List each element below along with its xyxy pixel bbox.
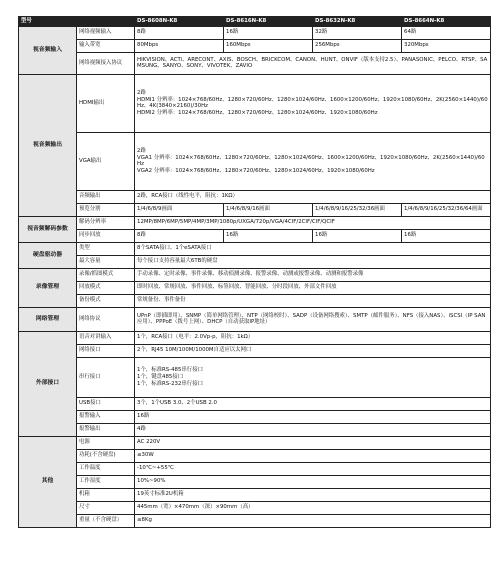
label-preview-split: 预览分割 <box>77 203 135 216</box>
vga-line: VGA2 分辨率：1024×768/60Hz、1280×720/60Hz、1280×1024/60Hz、1920×1080/60Hz <box>137 168 375 174</box>
value-bandwidth: 256Mbps <box>313 39 402 52</box>
value-net-video-in: 16路 <box>224 26 313 39</box>
value-vga-out <box>135 132 491 190</box>
label-access-protocol: 网络视频接入协议 <box>77 52 135 74</box>
header-model-8616: DS-8616N-K8 <box>224 17 313 27</box>
value-work-humidity: 10%~90% <box>135 475 491 488</box>
value-sync-playback: 16路 <box>224 229 313 242</box>
category-hdd: 硬盘驱动器 <box>19 242 77 268</box>
label-playback-mode: 回放模式 <box>77 281 135 294</box>
label-sync-playback: 同步回放 <box>77 229 135 242</box>
serial-line: 1个，键盘485接口 <box>137 373 184 380</box>
value-bandwidth: 160Mbps <box>224 39 313 52</box>
label-consumption: 功耗(不含硬盘) <box>77 449 135 462</box>
value-access-protocol: HIKVISION、ACTi、ARECONT、AXIS、BOSCH、BRICKCOM、CANON、HUNT、ONVIF（版本支持2.5）、PANASONIC、PELCO、RTSP、SAMSUNG、SANYO、SONY、VIVOTEK、ZAVIO <box>135 52 491 74</box>
value-net-video-in: 32路 <box>313 26 402 39</box>
value-weight: ≤8Kg <box>135 514 491 527</box>
label-weight: 重量（不含硬盘） <box>77 514 135 527</box>
value-hdd-max: 每个接口支持容量最大6TB的硬盘 <box>135 255 491 268</box>
category-video-out: 视音频输出 <box>19 74 77 216</box>
value-alarm-in: 16路 <box>135 410 491 423</box>
value-work-temp: -10℃~+55℃ <box>135 462 491 475</box>
label-record-mode: 录像/抓图模式 <box>77 268 135 281</box>
label-size: 尺寸 <box>77 501 135 514</box>
value-preview-split: 1/4/6/8/9画面 <box>135 203 224 216</box>
header-model-8608: DS-8608N-K8 <box>135 17 224 27</box>
label-work-humidity: 工作湿度 <box>77 475 135 488</box>
header-model: 型号 <box>19 17 135 27</box>
value-size: 445mm（宽）×470mm（深）×90mm（高） <box>135 501 491 514</box>
hdmi-line: HDMI2 分辨率：1024×768/60Hz、1280×720/60Hz、1280×1024/60Hz、1920×1080/60Hz <box>137 110 378 116</box>
value-bandwidth: 80Mbps <box>135 39 224 52</box>
value-consumption: ≤30W <box>135 449 491 462</box>
category-decode: 视音频解码参数 <box>19 216 77 242</box>
label-backup-mode: 备份模式 <box>77 294 135 307</box>
category-network: 网络管理 <box>19 307 77 331</box>
label-voice-in: 语音对讲输入 <box>77 331 135 344</box>
label-hdd-type: 类型 <box>77 242 135 255</box>
value-decode-resolution: 12MP/8MP/6MP/5MP/4MP/3MP/1080p/UXGA/720p/VGA/4CIF/2CIF/CIF/QCIF <box>135 216 491 229</box>
label-network-protocol: 网络协议 <box>77 307 135 331</box>
category-other: 其他 <box>19 436 77 527</box>
label-power: 电源 <box>77 436 135 449</box>
value-sync-playback: 16路 <box>402 229 491 242</box>
value-playback-mode: 即时回放、常规回放、事件回放、标签回放、智能回放、分时段回放、外部文件回放 <box>135 281 491 294</box>
value-sync-playback: 8路 <box>135 229 224 242</box>
header-model-8632: DS-8632N-K8 <box>313 17 402 27</box>
value-usb: 3个，1个USB 3.0、2个USB 2.0 <box>135 397 491 410</box>
value-voice-in: 1个，RCA接口（电平：2.0Vp-p，阻抗：1kΩ） <box>135 331 491 344</box>
hdmi-line: HDMI1 分辨率：1024×768/60Hz、1280×720/60Hz、1280×1024/60Hz、1600×1200/60Hz、1920×1080/60Hz、2K(2560×1440)/60Hz、4K(3840×2160)/30Hz <box>137 96 488 110</box>
value-preview-split: 1/4/6/8/9/16/25/32/36/64画面 <box>402 203 491 216</box>
label-alarm-out: 报警输出 <box>77 423 135 436</box>
label-decode-resolution: 解码分辨率 <box>77 216 135 229</box>
value-audio-out: 2路，RCA接口（线性电平，阻抗：1KΩ） <box>135 190 491 203</box>
label-vga-out: VGA输出 <box>77 132 135 190</box>
serial-line: 1个，标准RS-485串行接口 <box>137 367 203 374</box>
value-alarm-out: 4路 <box>135 423 491 436</box>
value-hdd-type: 8个SATA接口、1个eSATA接口 <box>135 242 491 255</box>
value-net-video-in: 8路 <box>135 26 224 39</box>
label-alarm-in: 报警输入 <box>77 410 135 423</box>
value-sync-playback: 16路 <box>313 229 402 242</box>
label-work-temp: 工作温度 <box>77 462 135 475</box>
spec-sheet <box>18 16 490 528</box>
value-record-mode: 手动录像、定时录像、事件录像、移动侦测录像、报警录像、动测或报警录像、动测和报警录像 <box>135 268 491 281</box>
value-net-video-in: 64路 <box>402 26 491 39</box>
spec-table <box>18 16 491 528</box>
category-record: 录像管理 <box>19 268 77 307</box>
value-serial <box>135 357 491 397</box>
value-backup-mode: 常规备份、事件备份 <box>135 294 491 307</box>
value-hdmi-out <box>135 74 491 132</box>
value-preview-split: 1/4/6/8/9/16/25/32/36画面 <box>313 203 402 216</box>
serial-line: 1个，标准RS-232串行接口 <box>137 380 203 387</box>
vga-line: VGA1 分辨率：1024×768/60Hz、1280×720/60Hz、1280×1024/60Hz、1600×1200/60Hz、1920×1080/60Hz、2K(2560×1440)/60Hz <box>137 154 485 168</box>
label-serial: 串行接口 <box>77 357 135 397</box>
label-audio-out: 音频输出 <box>77 190 135 203</box>
label-usb: USB接口 <box>77 397 135 410</box>
label-net-video-in: 网络视频输入 <box>77 26 135 39</box>
value-bandwidth: 320Mbps <box>402 39 491 52</box>
vga-line: 2路 <box>137 147 146 154</box>
label-case: 机箱 <box>77 488 135 501</box>
value-net-port: 2个，RJ45 10M/100M/1000M自适应以太网口 <box>135 344 491 357</box>
label-net-port: 网络接口 <box>77 344 135 357</box>
category-ext: 外部接口 <box>19 331 77 436</box>
label-hdmi-out: HDMI输出 <box>77 74 135 132</box>
label-hdd-max: 最大容量 <box>77 255 135 268</box>
value-preview-split: 1/4/6/8/9/16画面 <box>224 203 313 216</box>
hdmi-line: 2路 <box>137 89 146 96</box>
header-model-8664: DS-8664N-K8 <box>402 17 491 27</box>
label-bandwidth: 输入带宽 <box>77 39 135 52</box>
header-row <box>19 17 491 27</box>
value-network-protocol: UPnP（即插即用）、SNMP（简单网络管理）、NTP（网络校时）、SADP（设备网络搜索）、SMTP（邮件服务）、NFS（接入NAS）、iSCSI（IP SAN应用）、PPPoE（拨号上网）、DHCP（自动获取IP地址） <box>135 307 491 331</box>
value-case: 19英寸标准2U机箱 <box>135 488 491 501</box>
category-video-in: 视音频输入 <box>19 26 77 74</box>
value-power: AC 220V <box>135 436 491 449</box>
